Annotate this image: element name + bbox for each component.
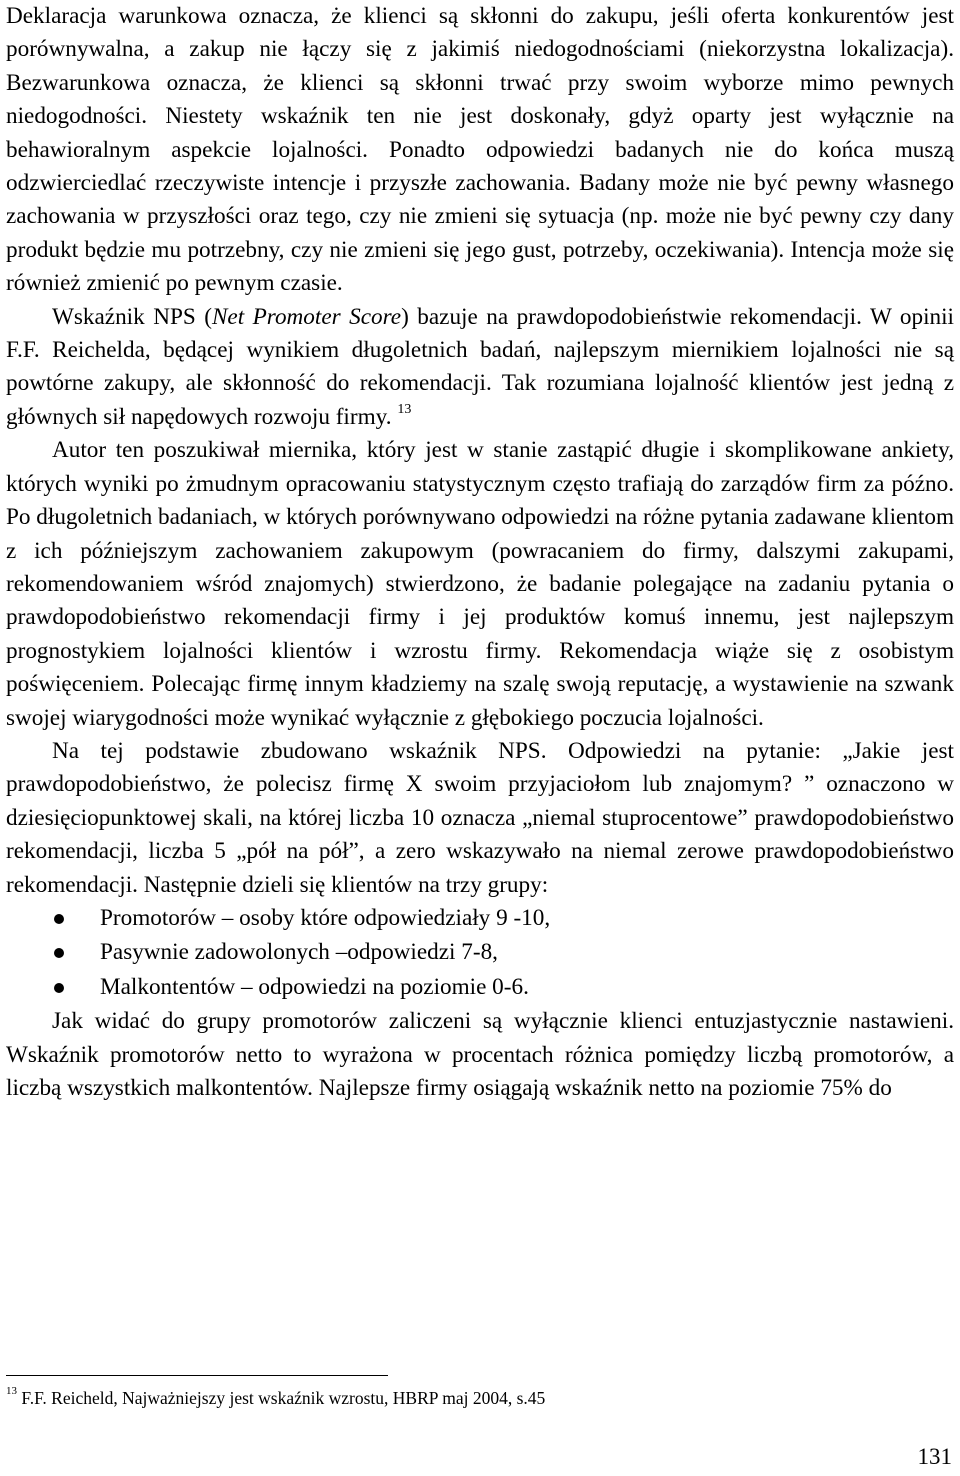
paragraph-closing	[6, 1005, 954, 1105]
paragraph-text: Deklaracja warunkowa oznacza, że klienci są skłonni do zakupu, jeśli oferta konkurentów jest porównywalna, a zakup nie łączy się z jakimiś niedogodnościami (niekorzystna lokalizacja). Bezwarunkowa oznacza, że klienci są skłonni trwać przy swoim wyborze mimo pewnych niedogodności. Niestety wskaźnik ten nie jest doskonały, gdyż oparty jest wyłącznie na behawioralnym aspekcie lojalności. Ponadto odpowiedzi badanych nie do końca muszą odzwierciedlać rzeczywiste intencje i przyszłe zachowania. Badany może nie być pewny własnego zachowania w przyszłości oraz tego, czy nie zmieni się sytuacja (np. może nie być pewny czy dany produkt będzie mu potrzebny, czy nie zmieni się jego gust, potrzeby, oczekiwania). Intencja może się również zmienić po pewnym czasie.	[6, 3, 954, 297]
paragraph-text: Jak widać do grupy promotorów zaliczeni są wyłącznie klienci entuzjastycznie nastawieni. Wskaźnik promotorów netto to wyrażona w procentach różnica pomiędzy liczbą promotorów, a liczbą wszystkich malkontentów. Najlepsze firmy osiągają wskaźnik netto na poziomie 75% do	[6, 1008, 954, 1101]
customer-groups-list	[6, 902, 954, 1004]
footnote-reference[interactable]: 13	[397, 402, 412, 418]
footnote	[6, 1386, 906, 1410]
paragraph-nps-construction	[6, 735, 954, 902]
paragraph-author-research	[6, 434, 954, 735]
footnote-text: F.F. Reicheld, Najważniejszy jest wskaźnik wzrostu, HBRP maj 2004, s.45	[17, 1388, 546, 1408]
paragraph-text: Na tej podstawie zbudowano wskaźnik NPS. Odpowiedzi na pytanie: „Jakie jest prawdopodobieństwo, że polecisz firmę X swoim przyjaciołom lub znajomym? ” oznaczono w dziesięciopunktowej skali, na której liczba 10 oznacza „niemal stuprocentowe” prawdopodobieństwo rekomendacji, liczba 5 „pół na pół”, a zero wskazywało na niemal zerowe prawdopodobieństwo rekomendacji. Następnie dzieli się klientów na trzy grupy:	[6, 737, 954, 898]
footnote-number: 13	[6, 1385, 17, 1398]
bullet-icon	[54, 983, 64, 993]
page-number: 131	[917, 1444, 952, 1469]
page-body	[6, 0, 954, 1105]
list-item-text: Malkontentów – odpowiedzi na poziomie 0-6.	[100, 973, 529, 1000]
paragraph-text: Autor ten poszukiwał miernika, który jest w stanie zastąpić długie i skomplikowane ankiety, których wyniki po żmudnym opracowaniu statystycznym często trafiają do zarządów firm za późno. Po długoletnich badaniach, w których porównywano odpowiedzi na różne pytania zadawane klientom z ich późniejszym zachowaniem zakupowym (powracaniem do firmy, dalszymi zakupami, rekomendowaniem wśród znajomych) stwierdzono, że badanie polegające na zadaniu pytania o prawdopodobieństwo rekomendacji firmy i jej produktów komuś innemu, jest najlepszym prognostykiem lojalności klientów i wzrostu firmy. Rekomendacja wiąże się z osobistym poświęceniem. Polecając firmę innym kładziemy na szalę swoją reputację, a wystawienie na szwank swojej wiarygodności może wynikać wyłącznie z głębokiego poczucia lojalności.	[6, 437, 954, 731]
paragraph-conditional-declaration	[6, 0, 954, 301]
list-item-passives	[6, 936, 954, 969]
paragraph-text-before: Wskaźnik NPS (	[52, 303, 212, 330]
bullet-icon	[54, 914, 64, 924]
paragraph-nps-definition	[6, 301, 954, 435]
italic-term: Net Promoter Score	[211, 303, 402, 330]
list-item-promoters	[6, 902, 954, 935]
list-item-detractors	[6, 971, 954, 1004]
list-item-text: Promotorów – osoby które odpowiedziały 9 -10,	[100, 904, 551, 931]
paragraph-text-after: ) bazuje na prawdopodobieństwie rekomendacji. W opinii F.F. Reichelda, będącej wynikiem długoletnich badań, najlepszym miernikiem lojalności nie są powtórne zakupy, ale skłonność do rekomendacji. Tak rozumiana lojalność klientów jest jedną z głównych sił napędowych rozwoju firmy.	[6, 303, 955, 430]
bullet-icon	[54, 948, 64, 958]
list-item-text: Pasywnie zadowolonych –odpowiedzi 7-8,	[100, 939, 498, 966]
footnote-divider	[6, 1375, 388, 1376]
